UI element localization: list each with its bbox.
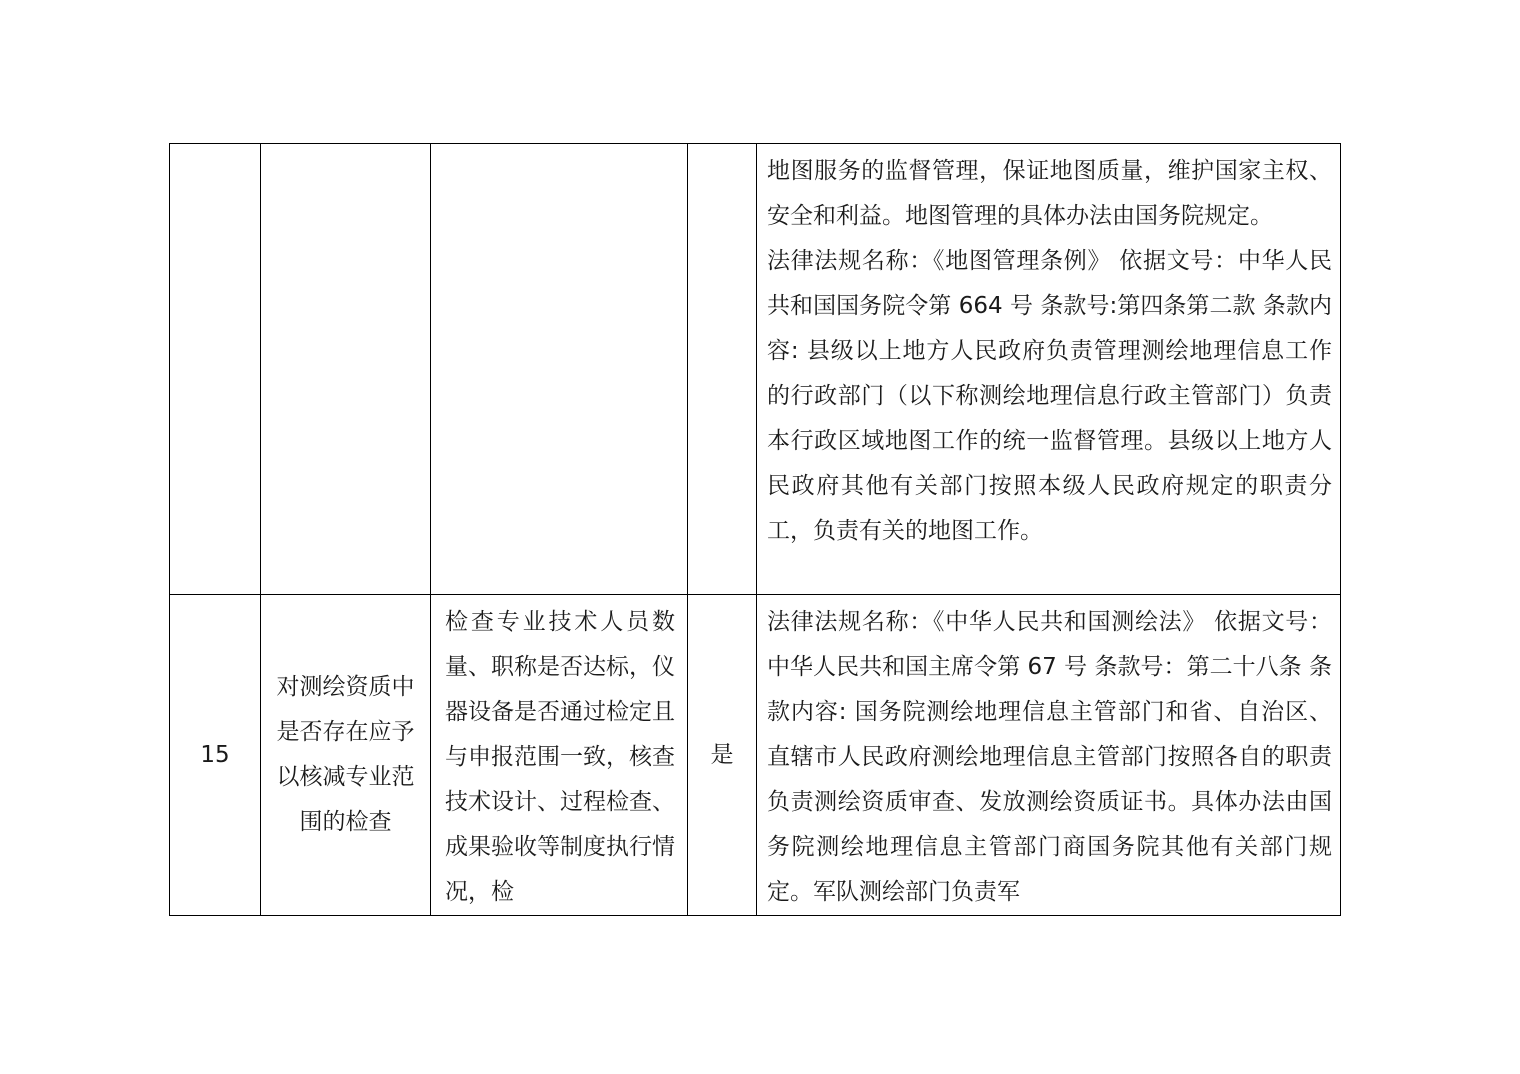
table-row xyxy=(170,595,1341,916)
regulation-table xyxy=(169,143,1341,916)
item-cell: 对测绘资质中是否存在应予以核减专业范围的检查 xyxy=(261,595,431,916)
basis-paragraph: 地图服务的监督管理，保证地图质量，维护国家主权、安全和利益。地图管理的具体办法由国务院规定。 xyxy=(767,158,1332,229)
flag-cell: 是 xyxy=(688,595,757,916)
content-cell: 检查专业技术人员数量、职称是否达标，仪器设备是否通过检定且与申报范围一致，核查技术设计、过程检查、成果验收等制度执行情况，检 xyxy=(431,595,688,916)
basis-cell: 法律法规名称：《中华人民共和国测绘法》 依据文号：中华人民共和国主席令第 67 号 条款号：第二十八条 条款内容: 国务院测绘地理信息主管部门和省、自治区、直辖市人民政府测绘地理信息主管部门按照各自的职责负责测绘资质审查、发放测绘资质证书。具体办法由国务院测绘地理信息主管部门商国务院其他有关部门规定。军队测绘部门负责军 xyxy=(757,595,1341,916)
basis-cell xyxy=(757,144,1341,595)
number-cell xyxy=(170,144,261,595)
basis-paragraph: 法律法规名称：《地图管理条例》 依据文号：中华人民共和国国务院令第 664 号 条款号:第四条第二款 条款内容: 县级以上地方人民政府负责管理测绘地理信息工作的行政部门（以下称测绘地理信息行政主管部门）负责本行政区域地图工作的统一监督管理。县级以上地方人民政府其他有关部门按照本级人民政府规定的职责分工，负责有关的地图工作。 xyxy=(767,248,1332,544)
item-cell xyxy=(261,144,431,595)
table-row xyxy=(170,144,1341,595)
number-cell: 15 xyxy=(170,595,261,916)
content-cell xyxy=(431,144,688,595)
flag-cell xyxy=(688,144,757,595)
